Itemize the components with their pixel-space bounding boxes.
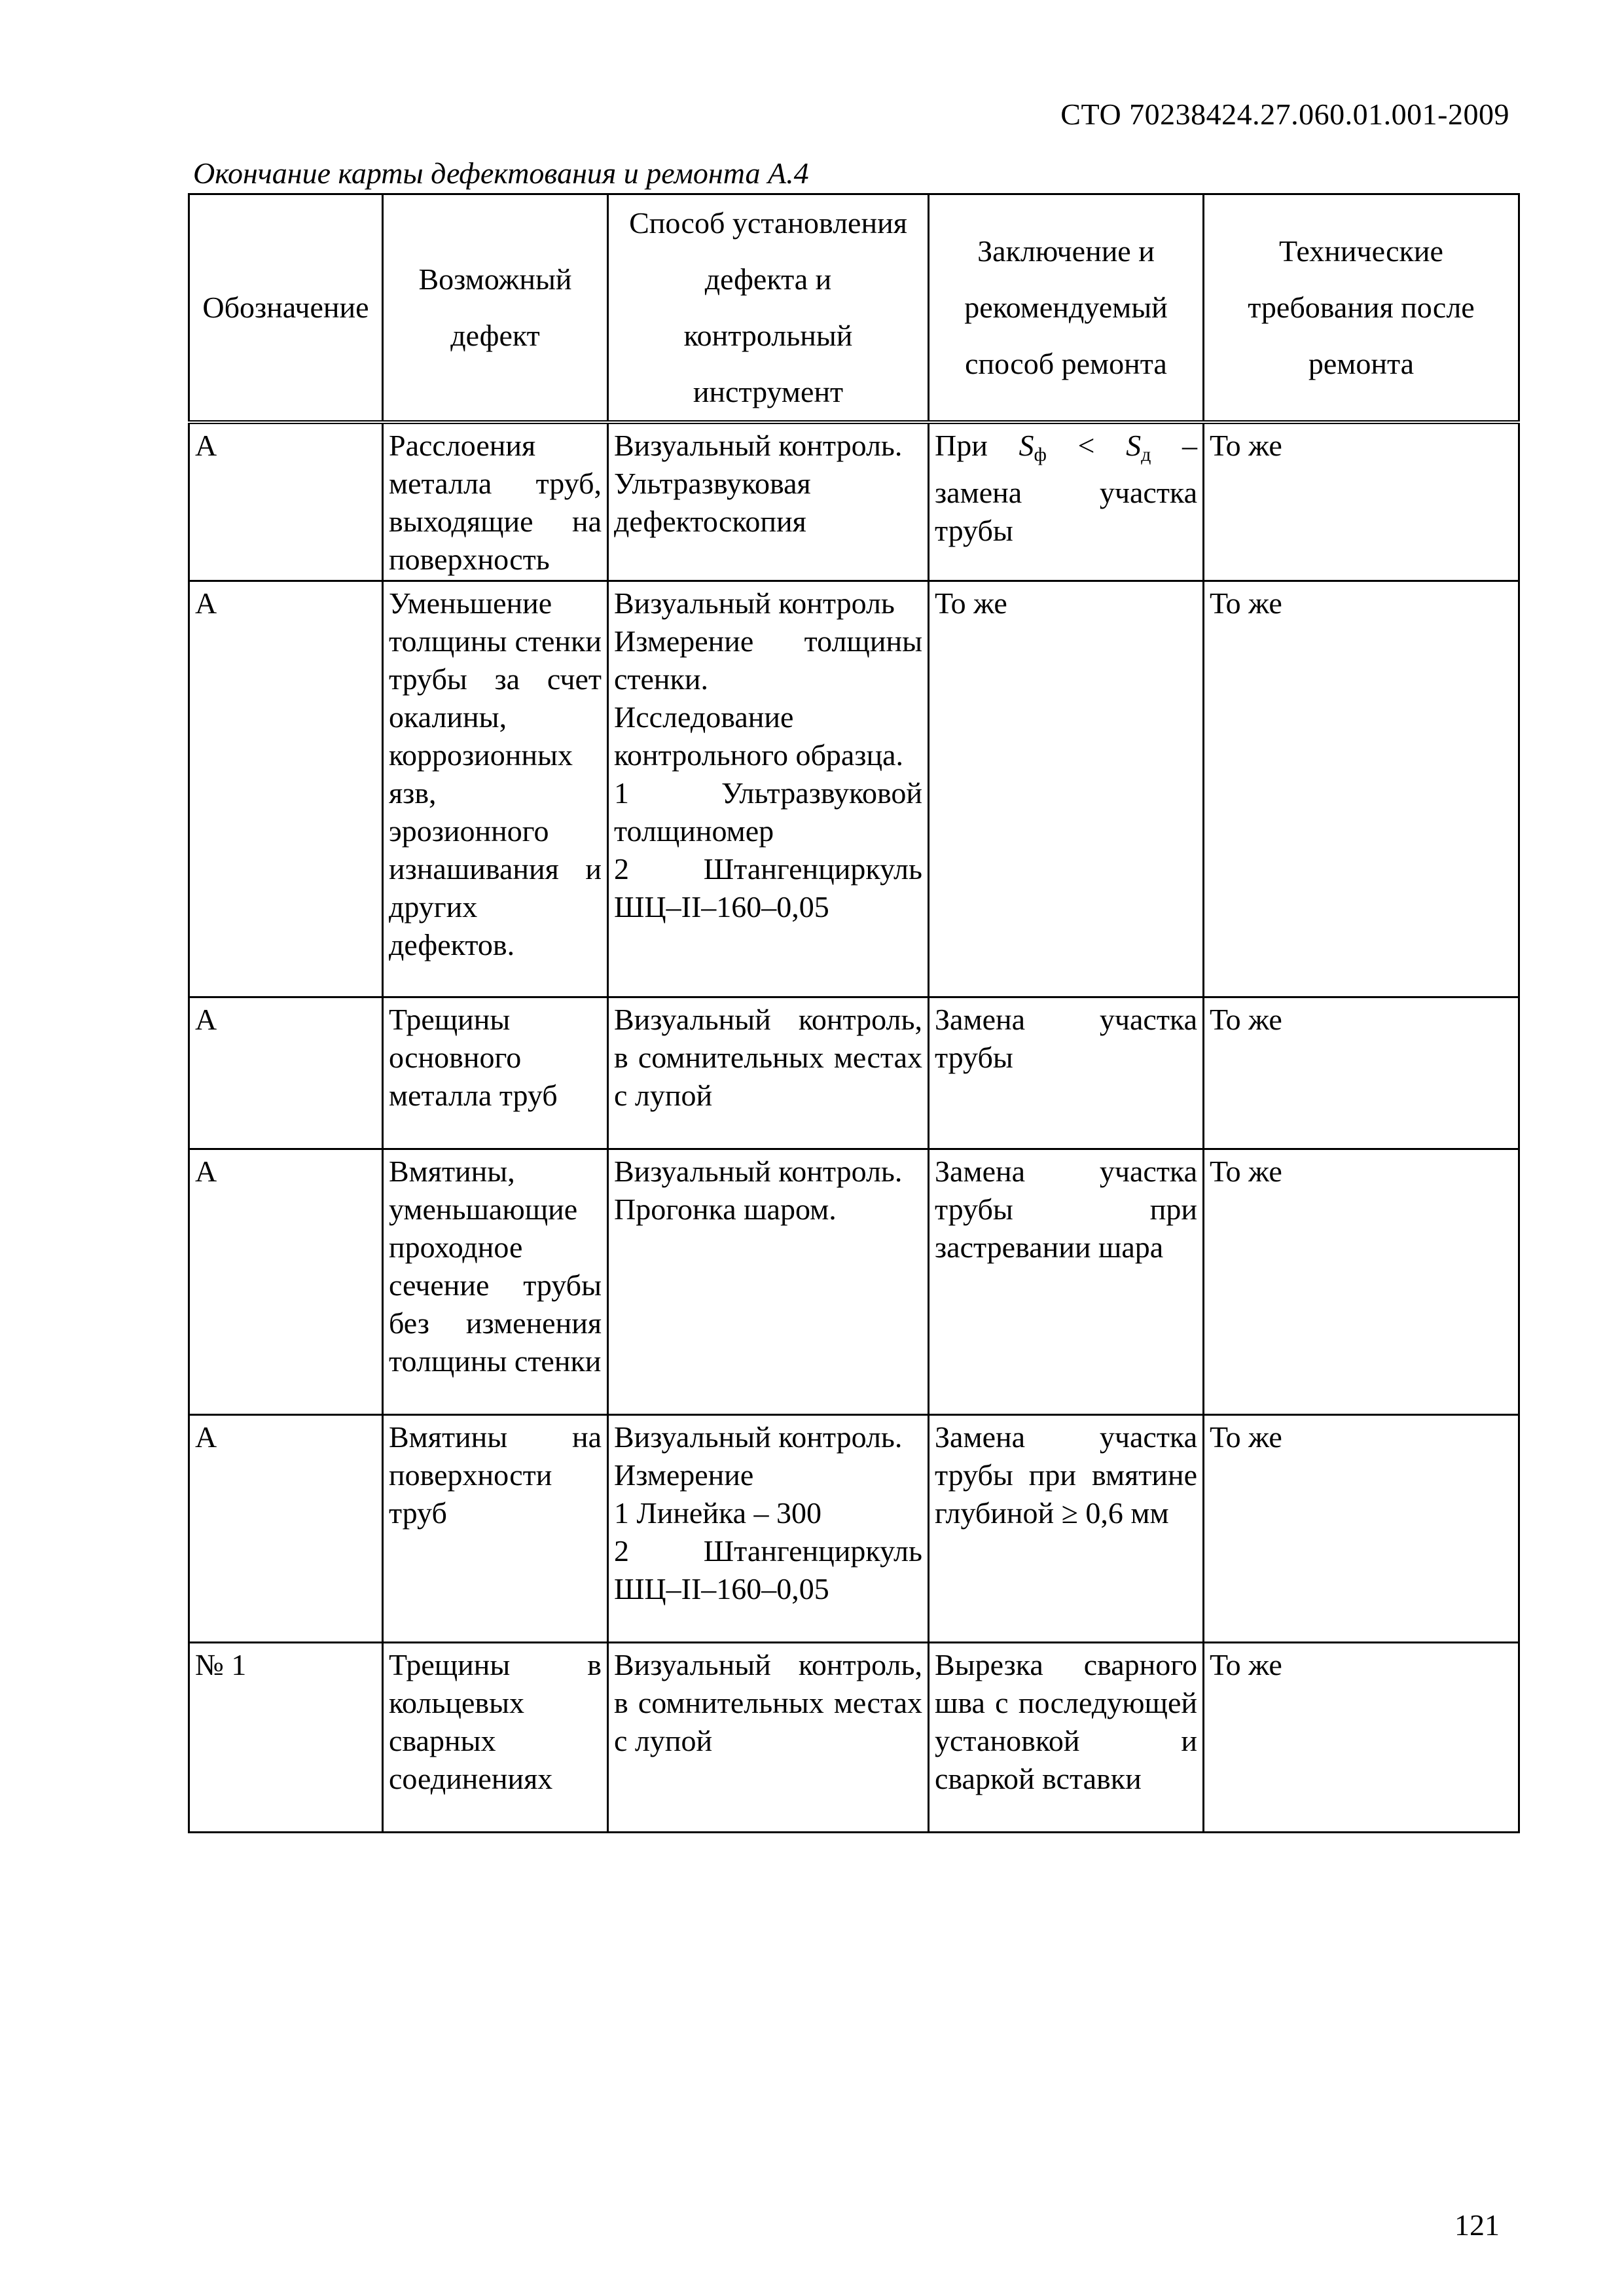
cell-requirements: То же xyxy=(1204,997,1519,1149)
cell-defect: Расслоения металла труб, выходящие на поверхность xyxy=(383,422,608,581)
page-number: 121 xyxy=(1454,2208,1500,2242)
table-row xyxy=(189,422,1519,581)
cell-conclusion: Замена участка трубы xyxy=(929,997,1204,1149)
cell-defect: Вмятины, уменьшающие проходное сечение трубы без изменения толщины стенки xyxy=(383,1149,608,1415)
cell-defect: Трещины в кольцевых сварных соединениях xyxy=(383,1643,608,1833)
table-row xyxy=(189,1415,1519,1643)
cell-defect: Трещины основного металла труб xyxy=(383,997,608,1149)
cell-designation: № 1 xyxy=(189,1643,383,1833)
cell-conclusion: При $S_ф < S_д$ – замена участка трубы xyxy=(929,422,1204,581)
cell-designation: А xyxy=(189,581,383,997)
cell-conclusion: То же xyxy=(929,581,1204,997)
column-header-conclusion: Заключение и рекомендуемый способ ремонта xyxy=(929,194,1204,423)
table-caption: Окончание карты дефектования и ремонта А.4 xyxy=(193,156,809,190)
cell-requirements: То же xyxy=(1204,1415,1519,1643)
column-header-designation: Обозначение xyxy=(189,194,383,423)
document-code: СТО 70238424.27.060.01.001-2009 xyxy=(1060,98,1509,131)
column-header-method: Способ установления дефекта и контрольный инструмент xyxy=(608,194,929,423)
cell-designation: А xyxy=(189,1149,383,1415)
cell-conclusion: Замена участка трубы при застревании шара xyxy=(929,1149,1204,1415)
cell-method: Визуальный контроль. Прогонка шаром. xyxy=(608,1149,929,1415)
cell-method: Визуальный контроль Измерение толщины стенки. Исследование контрольного образца. 1 Ультразвуковой толщиномер 2 Штангенциркуль ШЦ–II–160–0,05 xyxy=(608,581,929,997)
defect-repair-table xyxy=(188,193,1520,1833)
table-row xyxy=(189,1149,1519,1415)
cell-method: Визуальный контроль, в сомнительных местах с лупой xyxy=(608,1643,929,1833)
column-header-defect: Возможный дефект xyxy=(383,194,608,423)
table-row xyxy=(189,1643,1519,1833)
cell-requirements: То же xyxy=(1204,581,1519,997)
column-header-requirements: Технические требования после ремонта xyxy=(1204,194,1519,423)
cell-requirements: То же xyxy=(1204,1643,1519,1833)
cell-designation: А xyxy=(189,1415,383,1643)
cell-requirements: То же xyxy=(1204,1149,1519,1415)
table-row xyxy=(189,581,1519,997)
cell-designation: А xyxy=(189,997,383,1149)
cell-designation: А xyxy=(189,422,383,581)
cell-conclusion: Замена участка трубы при вмятине глубиной ≥ 0,6 мм xyxy=(929,1415,1204,1643)
cell-method: Визуальный контроль. Измерение 1 Линейка – 300 2 Штангенциркуль ШЦ–II–160–0,05 xyxy=(608,1415,929,1643)
table-row xyxy=(189,997,1519,1149)
cell-defect: Уменьшение толщины стенки трубы за счет окалины, коррозионных язв, эрозионного изнашивания и других дефектов. xyxy=(383,581,608,997)
cell-method: Визуальный контроль, в сомнительных местах с лупой xyxy=(608,997,929,1149)
cell-conclusion: Вырезка сварного шва с последующей установкой и сваркой вставки xyxy=(929,1643,1204,1833)
cell-defect: Вмятины на поверхности труб xyxy=(383,1415,608,1643)
cell-method: Визуальный контроль. Ультразвуковая дефектоскопия xyxy=(608,422,929,581)
cell-requirements: То же xyxy=(1204,422,1519,581)
table-header-row xyxy=(189,194,1519,423)
